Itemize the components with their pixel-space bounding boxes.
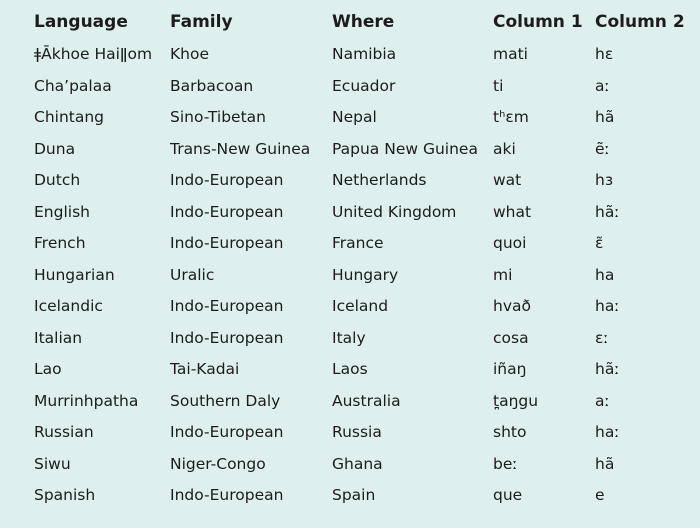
cell-column-1: t̪aŋgu (493, 391, 539, 410)
cell-language: ǂĀkhoe Haiǁom (34, 45, 153, 63)
table-row (0, 169, 700, 200)
cell-language: English (34, 202, 90, 221)
cell-where: Hungary (332, 265, 399, 284)
cell-language: Murrinhpatha (34, 391, 139, 410)
cell-column-2: hãː (595, 360, 620, 378)
cell-column-2: e (595, 486, 605, 504)
cell-where: Ghana (332, 454, 383, 473)
cell-column-2: ɛː (595, 328, 609, 347)
cell-column-2: ẽː (595, 139, 610, 158)
cell-language: Icelandic (34, 297, 103, 315)
cell-language: Siwu (34, 454, 71, 473)
cell-column-1: tʰɛm (493, 108, 529, 126)
cell-family: Tai-Kadai (170, 360, 240, 378)
table-row (0, 232, 700, 263)
table-row (0, 201, 700, 232)
cell-where: Nepal (332, 108, 377, 126)
cell-family: Niger-Congo (170, 454, 266, 473)
cell-column-2: aː (595, 391, 610, 410)
cell-language: Russian (34, 423, 94, 441)
cell-column-1: iñaŋ (493, 360, 527, 378)
table-header-row (0, 11, 700, 42)
header-column-2: Column 2 (595, 12, 685, 32)
cell-family: Trans-New Guinea (170, 139, 311, 158)
cell-family: Sino-Tibetan (170, 108, 266, 126)
cell-family: Southern Daly (170, 391, 281, 410)
cell-family: Barbacoan (170, 76, 254, 95)
cell-where: Spain (332, 486, 376, 504)
cell-family: Indo-European (170, 234, 284, 252)
cell-column-2: haː (595, 423, 620, 441)
header-where: Where (332, 12, 395, 32)
cell-where: Laos (332, 360, 368, 378)
table-row (0, 484, 700, 515)
cell-column-2: hɛ (595, 45, 614, 63)
cell-where: Australia (332, 391, 401, 410)
cell-column-2: hɜ (595, 171, 614, 189)
cell-language: Italian (34, 328, 83, 347)
cell-column-2: ha (595, 265, 615, 284)
cell-column-1: que (493, 486, 523, 504)
cell-column-1: shto (493, 423, 527, 441)
header-family: Family (170, 12, 233, 32)
cell-language: Chintang (34, 108, 105, 126)
cell-column-1: quoi (493, 234, 527, 252)
cell-where: Netherlands (332, 171, 427, 189)
cell-column-1: wat (493, 171, 522, 189)
cell-column-2: ɛ̃ (595, 234, 604, 252)
cell-family: Indo-European (170, 202, 284, 221)
cell-column-2: haː (595, 297, 620, 315)
cell-family: Indo-European (170, 297, 284, 315)
cell-family: Indo-European (170, 486, 284, 504)
table-row (0, 358, 700, 389)
cell-column-1: hvað (493, 297, 531, 315)
table-row (0, 390, 700, 421)
table-row (0, 106, 700, 137)
cell-language: Lao (34, 360, 62, 378)
cell-column-2: aː (595, 76, 610, 95)
cell-column-1: ti (493, 76, 504, 95)
cell-language: French (34, 234, 86, 252)
cell-language: Cha’palaa (34, 76, 112, 95)
table-row (0, 264, 700, 295)
cell-where: Namibia (332, 45, 397, 63)
cell-language: Spanish (34, 486, 96, 504)
table-row (0, 295, 700, 326)
cell-column-1: cosa (493, 328, 529, 347)
header-column-1: Column 1 (493, 12, 583, 32)
cell-column-1: mati (493, 45, 528, 63)
cell-column-1: mi (493, 265, 513, 284)
cell-family: Indo-European (170, 423, 284, 441)
table-row (0, 138, 700, 169)
cell-family: Khoe (170, 45, 210, 63)
cell-language: Hungarian (34, 265, 115, 284)
table-row (0, 453, 700, 484)
table-row (0, 75, 700, 106)
cell-where: France (332, 234, 384, 252)
cell-where: Italy (332, 328, 366, 347)
cell-column-1: what (493, 202, 532, 221)
cell-family: Indo-European (170, 171, 284, 189)
cell-column-2: hã (595, 454, 615, 473)
cell-where: Russia (332, 423, 382, 441)
cell-column-1: beː (493, 454, 518, 473)
cell-language: Dutch (34, 171, 81, 189)
cell-where: Papua New Guinea (332, 139, 478, 158)
cell-column-2: hã (595, 108, 615, 126)
header-language: Language (34, 12, 128, 32)
cell-family: Indo-European (170, 328, 284, 347)
cell-column-2: hãː (595, 202, 620, 221)
table-row (0, 327, 700, 358)
cell-column-1: aki (493, 139, 516, 158)
cell-where: United Kingdom (332, 202, 457, 221)
cell-where: Iceland (332, 297, 389, 315)
cell-language: Duna (34, 139, 76, 158)
table-row (0, 421, 700, 452)
table-row (0, 43, 700, 74)
cell-family: Uralic (170, 265, 215, 284)
cell-where: Ecuador (332, 76, 396, 95)
